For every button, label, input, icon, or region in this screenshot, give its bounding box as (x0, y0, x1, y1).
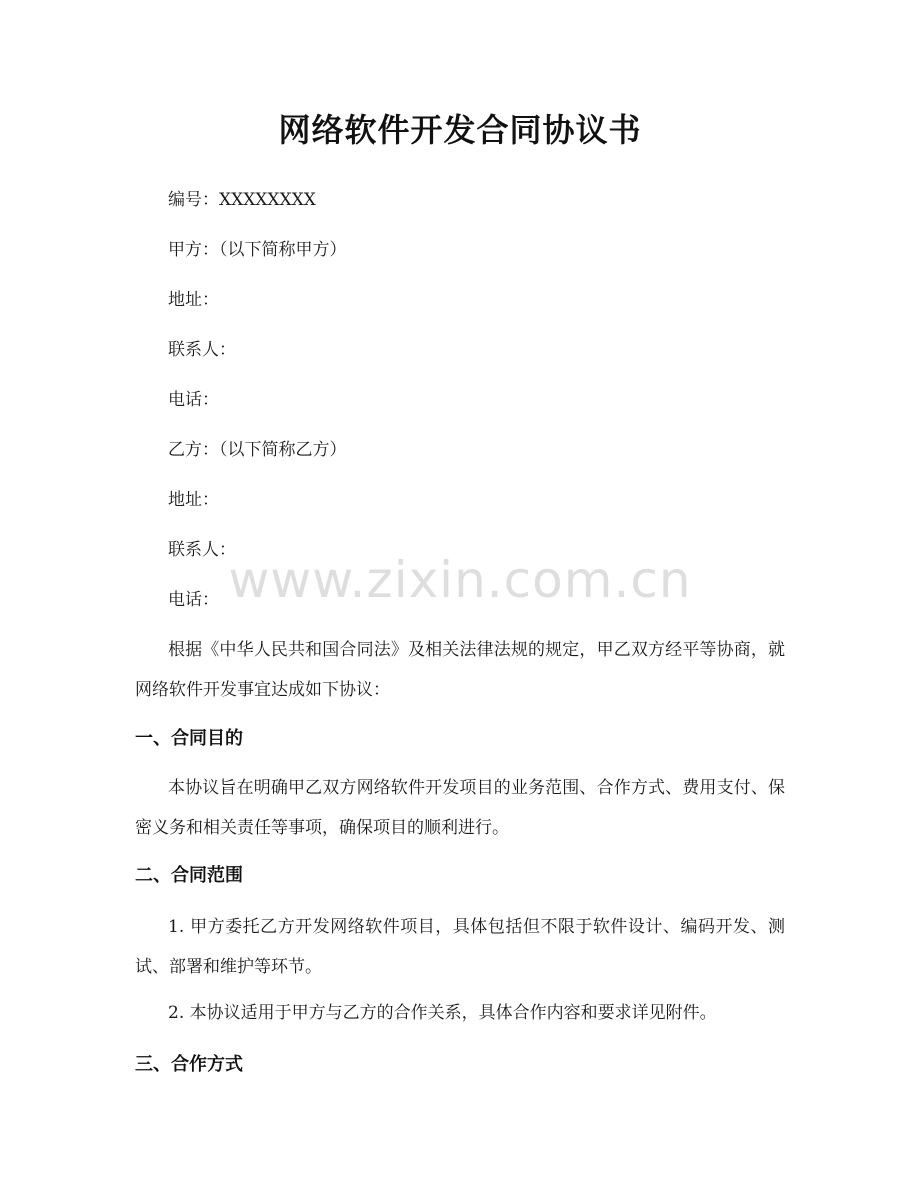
party-a-contact-field: 联系人： (168, 340, 236, 360)
party-b-field: 乙方：（以下简称乙方） (168, 440, 347, 460)
section-heading-cooperation: 三、合作方式 (135, 1054, 243, 1075)
intro-paragraph: 根据《中华人民共和国合同法》及相关法律法规的规定，甲乙双方经平等协商，就网络软件开发事宜达成如下协议： (135, 640, 785, 700)
watermark: www.zixin.com.cn (228, 551, 692, 609)
party-b-phone-field: 电话： (168, 590, 219, 610)
section-heading-purpose: 一、合同目的 (135, 728, 243, 749)
section-heading-scope: 二、合同范围 (135, 865, 243, 886)
party-a-phone-field: 电话： (168, 390, 219, 410)
section-scope-item-2: 2. 本协议适用于甲方与乙方的合作关系，具体合作内容和要求详见附件。 (168, 1003, 717, 1023)
party-b-contact-field: 联系人： (168, 540, 236, 560)
party-a-address-field: 地址： (168, 290, 219, 310)
party-a-field: 甲方：（以下简称甲方） (168, 240, 347, 260)
section-purpose-paragraph: 本协议旨在明确甲乙双方网络软件开发项目的业务范围、合作方式、费用支付、保密义务和相关责任等事项，确保项目的顺利进行。 (135, 778, 785, 838)
contract-number-field: 编号：XXXXXXXX (168, 190, 316, 210)
party-b-address-field: 地址： (168, 490, 219, 510)
document-title: 网络软件开发合同协议书 (278, 111, 642, 149)
section-scope-item-1: 1. 甲方委托乙方开发网络软件项目，具体包括但不限于软件设计、编码开发、测试、部署和维护等环节。 (135, 917, 785, 977)
